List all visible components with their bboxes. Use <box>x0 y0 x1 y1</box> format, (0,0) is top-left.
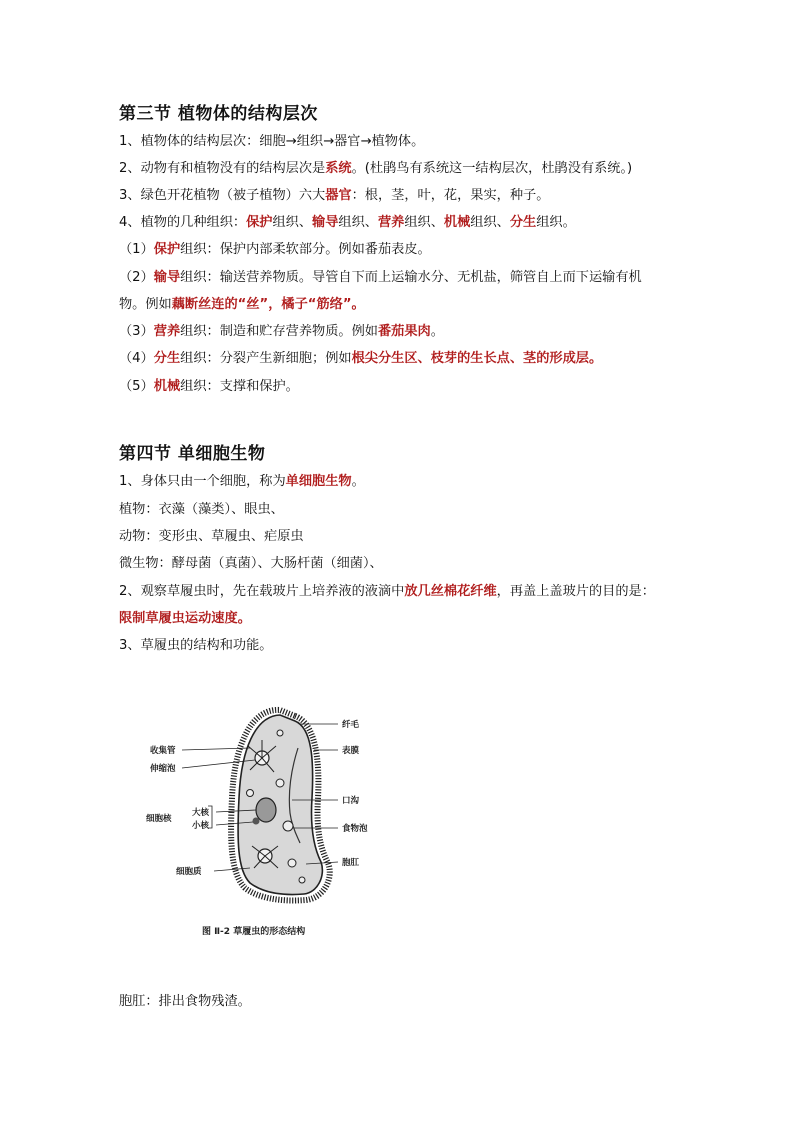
s4-microbes: 微生物：酵母菌（真菌）、大肠杆菌（细菌）、 <box>119 556 383 571</box>
paramecium-figure <box>120 688 416 956</box>
label-micronucleus: 小核 <box>192 821 210 831</box>
highlight-organ: 器官 <box>325 188 352 203</box>
s3-line-4: 4、植物的几种组织：保护组织、输导组织、营养组织、机械组织、分生组织。 <box>119 215 576 230</box>
label-cytoplasm: 细胞质 <box>176 867 202 877</box>
section3-title: 第三节 植物体的结构层次 <box>119 104 318 124</box>
s3-line-2: 2、动物有和植物没有的结构层次是系统。(杜鹃鸟有系统这一结构层次，杜鹃没有系统。) <box>119 161 633 176</box>
s3-tissue-2b: 物。例如藕断丝连的“丝”，橘子“筋络”。 <box>119 297 365 312</box>
s4-plants: 植物：衣藻（藻类）、眼虫、 <box>119 502 284 517</box>
label-anal-pore: 胞肛 <box>342 858 360 868</box>
food-vacuole <box>283 821 293 831</box>
label-nucleus: 细胞核 <box>146 814 172 824</box>
footer-note: 胞肛：排出食物残渣。 <box>119 994 251 1009</box>
s3-tissue-2a: （2）输导组织：输送营养物质。导管自下而上运输水分、无机盐，筛管自上而下运输有机 <box>119 270 642 285</box>
figure-caption: 图 Ⅱ-2 草履虫的形态结构 <box>202 927 306 937</box>
s4-line-1: 1、身体只由一个细胞，称为单细胞生物。 <box>119 474 365 489</box>
s3-tissue-5: （5）机械组织：支撑和保护。 <box>119 379 299 394</box>
label-oral-groove: 口沟 <box>342 796 360 806</box>
s3-line-3: 3、绿色开花植物（被子植物）六大器官：根，茎，叶，花，果实，种子。 <box>119 188 550 203</box>
s4-line-3: 3、草履虫的结构和功能。 <box>119 638 273 653</box>
label-collecting-tube: 收集管 <box>150 746 176 756</box>
label-contractile-vacuole: 伸缩泡 <box>150 764 176 774</box>
s3-tissue-1: （1）保护组织：保护内部柔软部分。例如番茄表皮。 <box>119 242 431 257</box>
label-macronucleus: 大核 <box>192 808 210 818</box>
macronucleus <box>256 798 276 822</box>
section4-title: 第四节 单细胞生物 <box>119 444 266 464</box>
s4-animals: 动物：变形虫、草履虫、疟原虫 <box>119 529 304 544</box>
highlight-system: 系统 <box>325 161 352 176</box>
micronucleus <box>253 818 260 825</box>
label-cilia: 纤毛 <box>342 720 360 730</box>
s3-line-1: 1、植物体的结构层次：细胞→组织→器官→植物体。 <box>119 134 425 149</box>
label-membrane: 表膜 <box>342 746 360 756</box>
s3-tissue-3: （3）营养组织：制造和贮存营养物质。例如番茄果肉。 <box>119 324 444 339</box>
paramecium-body <box>238 715 322 895</box>
s4-line-2b: 限制草履虫运动速度。 <box>119 611 251 626</box>
s3-tissue-4: （4）分生组织：分裂产生新细胞；例如根尖分生区、枝芽的生长点、茎的形成层。 <box>119 351 603 366</box>
label-food-vacuole: 食物泡 <box>342 824 368 834</box>
s4-line-2a: 2、观察草履虫时，先在载玻片上培养液的液滴中放几丝棉花纤维，再盖上盖玻片的目的是： <box>119 584 655 599</box>
